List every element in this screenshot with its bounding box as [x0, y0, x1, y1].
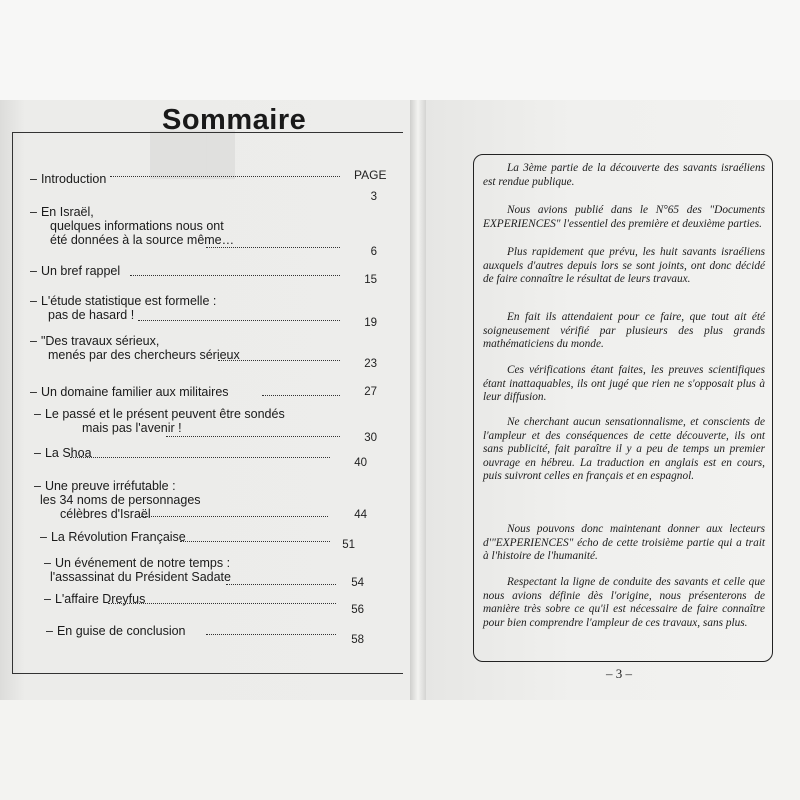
- toc-entry-text: L'étude statistique est formelle :: [40, 294, 217, 308]
- toc-entry-text: En guise de conclusion: [56, 624, 186, 638]
- toc-page-number: 15: [364, 274, 377, 286]
- toc-page-number: 44: [354, 509, 367, 521]
- toc-page-number: 3: [370, 191, 377, 203]
- toc-entry-dash: –: [44, 592, 51, 606]
- body-paragraph: Nous pouvons donc maintenant donner aux lecteurs d'"EXPERIENCES" écho de cette troisième partie qui a trait à l'histoire de l'humanité.: [483, 523, 765, 562]
- toc-entry-line: [44, 556, 231, 570]
- toc-page-number: 54: [351, 577, 364, 589]
- toc-entry-dash: –: [30, 172, 37, 186]
- toc-entry-text: La Révolution Française: [50, 530, 186, 544]
- toc-entry-line: [30, 233, 234, 247]
- body-paragraph: En fait ils attendaient pour ce faire, que tout ait été soigneusement vérifié par plusieurs des plus grands mathématiciens du monde.: [483, 311, 765, 350]
- toc-entry-line: [30, 294, 216, 308]
- toc-entry-line: [46, 624, 186, 638]
- book-gutter: [410, 100, 426, 700]
- toc-entry-text: mais pas l'avenir !: [82, 421, 182, 435]
- toc-page-number: 6: [370, 246, 377, 258]
- toc-entry: [30, 205, 234, 247]
- toc-entry-dash: –: [30, 294, 37, 308]
- toc-leader: [70, 457, 330, 458]
- toc-entry-text: La Shoa: [44, 446, 92, 460]
- toc-leader: [206, 247, 340, 248]
- toc-entry: [40, 530, 186, 544]
- page-number: – 3 –: [606, 666, 632, 681]
- toc-entry: [30, 294, 216, 322]
- toc-entry-text: menés par des chercheurs sérieux: [48, 348, 240, 362]
- toc-entry-line: [30, 334, 240, 348]
- toc-entry-dash: –: [46, 624, 53, 638]
- body-paragraph: Ces vérifications étant faites, les preuves scientifiques étant inattaquables, ils ont jugé que rien ne s'opposait plus à leur diffusion.: [483, 364, 765, 403]
- toc-leader: [138, 516, 328, 517]
- toc-entry-text: célèbres d'Israël: [60, 507, 151, 521]
- toc-title: Sommaire: [162, 104, 307, 136]
- toc-entry-line: [30, 219, 234, 233]
- toc-entry-dash: –: [34, 407, 41, 421]
- toc-entry-text: été données à la source même…: [50, 233, 235, 247]
- toc-entry-line: [40, 530, 186, 544]
- toc-entry: [46, 624, 186, 638]
- body-paragraph: Plus rapidement que prévu, les huit savants israéliens auxquels d'autres depuis lors se sont joints, ont donc décidé de faire connaître le résultat de leurs travaux.: [483, 246, 765, 285]
- toc-entry-text: Un domaine familier aux militaires: [40, 385, 229, 399]
- toc-entry-text: Un événement de notre temps :: [54, 556, 231, 570]
- toc-entry-line: [30, 348, 240, 362]
- toc-entry-text: "Des travaux sérieux,: [40, 334, 160, 348]
- toc-entry-dash: –: [30, 205, 37, 219]
- toc-entry-dash: –: [34, 479, 41, 493]
- background-top: [0, 0, 800, 100]
- toc-page-number: 56: [351, 604, 364, 616]
- toc-entry-text: Une preuve irréfutable :: [44, 479, 176, 493]
- toc-entry-text: Introduction: [40, 172, 107, 186]
- toc-entry: [34, 407, 285, 435]
- toc-page-number: 40: [354, 457, 367, 469]
- toc-entry-line: [30, 385, 229, 399]
- toc-entry: [30, 172, 106, 186]
- toc-page-number: 51: [342, 539, 355, 551]
- toc-entry: [34, 479, 201, 521]
- toc-entry-text: L'affaire Dreyfus: [54, 592, 146, 606]
- toc-leader: [262, 395, 340, 396]
- toc-entry: [30, 334, 240, 362]
- toc-entry-text: En Israël,: [40, 205, 94, 219]
- toc-entry-dash: –: [30, 385, 37, 399]
- toc-leader: [130, 275, 340, 276]
- toc-entry: [30, 264, 120, 278]
- toc-entry-text: les 34 noms de personnages: [40, 493, 201, 507]
- toc-leader: [180, 541, 330, 542]
- body-paragraph: La 3ème partie de la découverte des savants israéliens est rendue publique.: [483, 162, 765, 188]
- toc-leader: [166, 436, 340, 437]
- body-paragraph: Nous avions publié dans le N°65 des "Documents EXPERIENCES" l'essentiel des première et deuxième parties.: [483, 204, 765, 230]
- toc-entry-line: [34, 479, 201, 493]
- toc-entry: [30, 385, 229, 399]
- toc-entry: [44, 556, 231, 584]
- toc-entry-line: [34, 407, 285, 421]
- toc-entry-line: [30, 172, 106, 186]
- toc-entry-text: l'assassinat du Président Sadate: [50, 570, 231, 584]
- toc-entry-text: Un bref rappel: [40, 264, 121, 278]
- toc-entry-line: [34, 421, 285, 435]
- toc-entry-dash: –: [44, 556, 51, 570]
- toc-leader: [138, 320, 340, 321]
- toc-leader: [218, 360, 340, 361]
- toc-leader: [108, 603, 336, 604]
- toc-entry-dash: –: [30, 264, 37, 278]
- body-paragraph: Ne cherchant aucun sensationnalisme, et conscients de l'ampleur et des conséquences de cette découverte, ils ont sans publicité, fait paraître il y a peu de temps un premier ouvrage en hébreu. La traduction en anglais est en cours, puis suivront celles en français et en espagnol.: [483, 416, 765, 482]
- toc-entry-line: [30, 264, 120, 278]
- show-through-shadow: ███: [150, 131, 236, 176]
- toc-leader: [226, 584, 336, 585]
- toc-entry-dash: –: [34, 446, 41, 460]
- background-bottom: [0, 700, 800, 800]
- toc-frame-top: [12, 132, 160, 133]
- toc-entry-line: [30, 205, 234, 219]
- toc-page-number: 30: [364, 432, 377, 444]
- toc-page-number: 58: [351, 634, 364, 646]
- body-paragraph: Respectant la ligne de conduite des savants et celle que nous avions définie dès l'origine, nous présenterons de manière très sobre ce qu'il est nécessaire de faire connaître pour bien comprendre l'ampleur de ces travaux, sans plus.: [483, 576, 765, 629]
- toc-leader: [206, 634, 336, 635]
- toc-entry-text: quelques informations nous ont: [50, 219, 224, 233]
- toc-page-header: PAGE: [354, 168, 387, 182]
- toc-leader: [110, 176, 340, 177]
- toc-entry-text: Le passé et le présent peuvent être sondés: [44, 407, 285, 421]
- toc-entry-line: [34, 507, 201, 521]
- toc-entry-dash: –: [30, 334, 37, 348]
- toc-entry-text: pas de hasard !: [48, 308, 135, 322]
- toc-entry-dash: –: [40, 530, 47, 544]
- toc-page-number: 23: [364, 358, 377, 370]
- toc-page-number: 27: [364, 386, 377, 398]
- toc-page-number: 19: [364, 317, 377, 329]
- toc-entry-line: [44, 570, 231, 584]
- toc-entry-line: [34, 493, 201, 507]
